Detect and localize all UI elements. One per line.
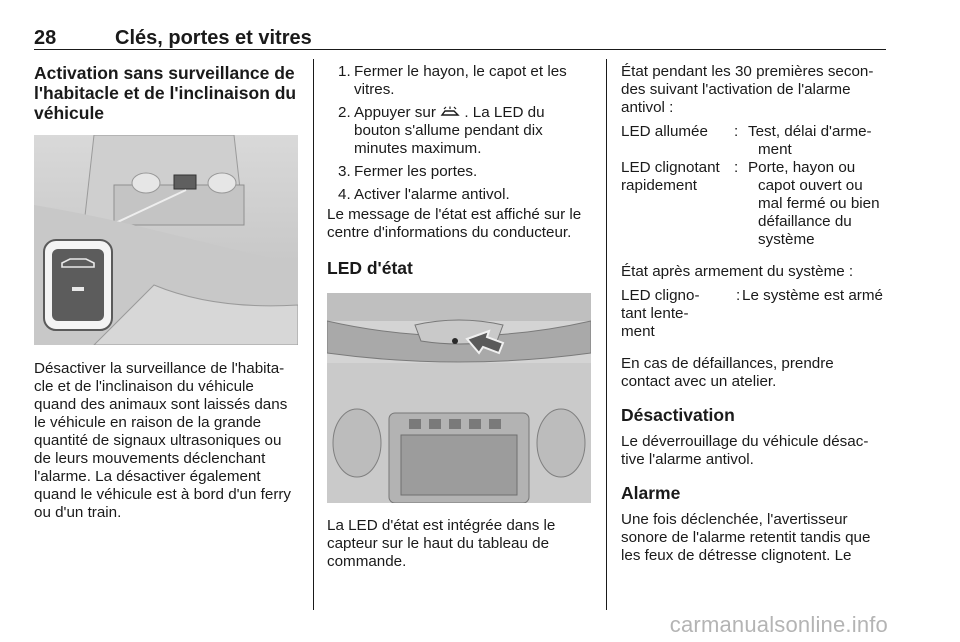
fault-note: En cas de défaillances, prendre contact avec un atelier. [621, 355, 834, 390]
column-right [621, 63, 887, 565]
table-row-key: LED cligno- tant lente- ment [621, 287, 700, 340]
section-heading-deactivation: Désactivation [621, 405, 735, 425]
page-header [34, 27, 886, 57]
status-table-armed: LED cligno- tant lente- ment : Le système est armé [621, 287, 887, 341]
status-intro: État pendant les 30 premières secon- des suivant l'activation de l'alarme antivol : [621, 63, 874, 116]
dashboard-led-illustration [327, 293, 591, 503]
column-middle [327, 63, 591, 571]
figure-interior-button [34, 135, 298, 345]
column-divider-2 [606, 59, 607, 610]
interior-console-illustration [34, 135, 298, 345]
deactivation-text: Le déverrouillage du véhicule désac- tive l'alarme antivol. [621, 433, 869, 468]
status-table-initial: LED allumée : Test, délai d'arme- ment LED clignotant rapidement : Porte, hayon ou capot ouvert ou mal fermé ou bien défaillance du système [621, 123, 887, 249]
table-row-value: Porte, hayon ou capot ouvert ou mal fermé ou bien défaillance du système [748, 159, 880, 248]
led-caption: La LED d'état est intégrée dans le capteur sur le haut du tableau de commande. [327, 517, 556, 570]
step-3: 3. Fermer les portes. [338, 163, 478, 180]
step-4: 4. Activer l'alarme antivol. [338, 186, 510, 203]
after-arm-text: État après armement du système : [621, 263, 854, 280]
alarm-text: Une fois déclenchée, l'avertisseur sonore de l'alarme retentit tandis que les feux de détresse clignotent. Le [621, 511, 871, 564]
step-2: 2. Appuyer sur . La LED du bouton s'allume pendant dix minutes maximum. [338, 104, 545, 157]
watermark: carmanualsonline.info [669, 612, 888, 637]
table-row-value: Le système est armé [742, 287, 883, 304]
car-sensor-icon [440, 106, 460, 118]
page-number: 28 [34, 27, 57, 49]
table-row-key: LED allumée [621, 123, 708, 140]
chapter-title: Clés, portes et vitres [115, 27, 312, 49]
activation-steps [327, 63, 591, 204]
status-message-note: Le message de l'état est affiché sur le centre d'informations du conducteur. [327, 206, 582, 241]
table-row-key: LED clignotant rapidement [621, 159, 720, 194]
section-heading-alarm: Alarme [621, 483, 681, 503]
section-heading-led-status: LED d'état [327, 258, 413, 278]
step-1: 1. Fermer le hayon, le capot et les vitres. [338, 63, 567, 98]
section-heading-activation: Activation sans surveillance de l'habitacle et de l'inclinaison du véhicule [34, 63, 297, 123]
header-divider [34, 49, 886, 50]
figure-led-sensor [327, 293, 591, 503]
column-left [34, 63, 300, 522]
column-divider-1 [313, 59, 314, 610]
activation-description: Désactiver la surveillance de l'habita- cle et de l'inclinaison du véhicule quand des animaux sont laissés dans le véhicule en raison de la grande quantité de signaux ultrasoniques ou de leurs mouvements déclenchant l'alarme. La désactiver également quand le véhicule est à bord d'un ferry ou d'un train. [34, 360, 292, 521]
table-row-value: Test, délai d'arme- ment [748, 123, 872, 158]
